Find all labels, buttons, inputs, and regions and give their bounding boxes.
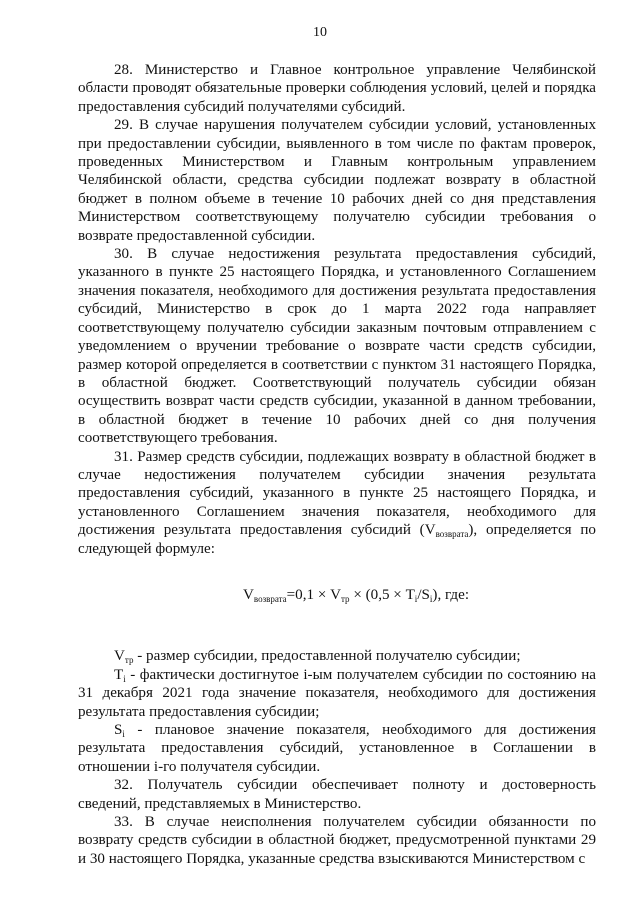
definition-vtr-symbol: V <box>114 648 125 665</box>
definition-t <box>78 666 596 721</box>
document-body <box>78 61 596 868</box>
page-number: 10 <box>313 25 327 40</box>
paragraph-31-subscript: возврата <box>435 529 469 540</box>
formula-part-3: /S <box>417 586 430 603</box>
definition-s-symbol: S <box>114 722 123 738</box>
formula-part-4: ), где: <box>432 586 470 603</box>
paragraph-28: 28. Министерство и Главное контрольное управление Челябинской области проводят обязательные проверки соблюдения условий, целей и порядка предоставления субсидий получателями субсидий. <box>78 62 596 115</box>
paragraph-30: 30. В случае недостижения результата предоставления субсидий, указанного в пункте 25 настоящего Порядка, и установленного Соглашением значения показателя, необходимого для достижения результата предоставления субсидий, Министерство в срок до 1 марта 2022 года направляет соответствующему получателю субсидии заказным почтовым отправлением с уведомлением о вручении требование о возврате части средств субсидии, размер которой определяется в соответствии с пунктом 31 настоящего Порядка, в областной бюджет. Соответствующий получатель субсидии обязан осуществить возврат части средств субсидии, указанной в данном требовании, в областной бюджет в течение 10 рабочих дней со дня получения соответствующего требования. <box>78 246 596 447</box>
formula-v: V <box>242 586 254 603</box>
paragraph-32: 32. Получатель субсидии обеспечивает полноту и достоверность сведений, представляемых в Министерство. <box>78 777 596 812</box>
definition-vtr-subscript: тр <box>124 655 134 666</box>
paragraph-31-text-end: ), определяется по следующей формуле: <box>78 522 596 557</box>
formula-vtr-subscript: тр <box>341 593 350 604</box>
definition-t-symbol: T <box>114 666 124 683</box>
formula-v-subscript: возврата <box>253 593 287 604</box>
paragraph-29: 29. В случае нарушения получателем субсидии условий, установленных при предоставлении субсидии, выявленного в том числе по фактам проверок, проведенных Министерством и Главным контрольным управлением Челябинской области, средства субсидии подлежат возврату в областной бюджет в полном объеме в течение 10 рабочих дней со дня представления Министерством соответствующему получателю субсидии требования о возврате предоставленной субсидии. <box>78 117 596 244</box>
definition-t-subscript: i <box>123 673 126 684</box>
formula-s-subscript: i <box>429 593 433 604</box>
formula-t-subscript: i <box>414 593 418 604</box>
paragraph-31-text-start: 31. Размер средств субсидии, подлежащих возврату в областной бюджет в случае недостижения получателем субсидии значения результата предоставления субсидий, указанного в пункте 25 настоящего Порядка, и установленного Соглашением значения показателя, необходимого для достижения результата предоставления субсидий (V <box>78 448 596 539</box>
definition-vtr <box>78 647 596 665</box>
refund-formula <box>78 586 596 604</box>
definition-s <box>78 721 596 776</box>
paragraph-31 <box>78 448 596 558</box>
definition-t-text: - фактически достигнутое i-ым получателем субсидии по состоянию на 31 декабря 2021 года значение показателя, необходимого для достижения результата предоставления субсидии; <box>78 666 596 720</box>
paragraph-33: 33. В случае неисполнения получателем субсидии обязанности по возврату средств субсидии в областной бюджет, предусмотренной пунктами 29 и 30 настоящего Порядка, указанные средства взыскиваются Министерством с <box>78 814 596 867</box>
formula-part-2: × (0,5 × T <box>349 586 415 603</box>
formula-part-1: =0,1 × V <box>286 586 342 603</box>
definition-vtr-text: - размер субсидии, предоставленной получателю субсидии; <box>133 648 521 665</box>
definition-s-subscript: i <box>122 729 125 739</box>
definition-s-text: - плановое значение показателя, необходимого для достижения результата предоставления субсидий, установленное в Соглашении в отношении i-го получателя субсидии. <box>78 722 596 775</box>
